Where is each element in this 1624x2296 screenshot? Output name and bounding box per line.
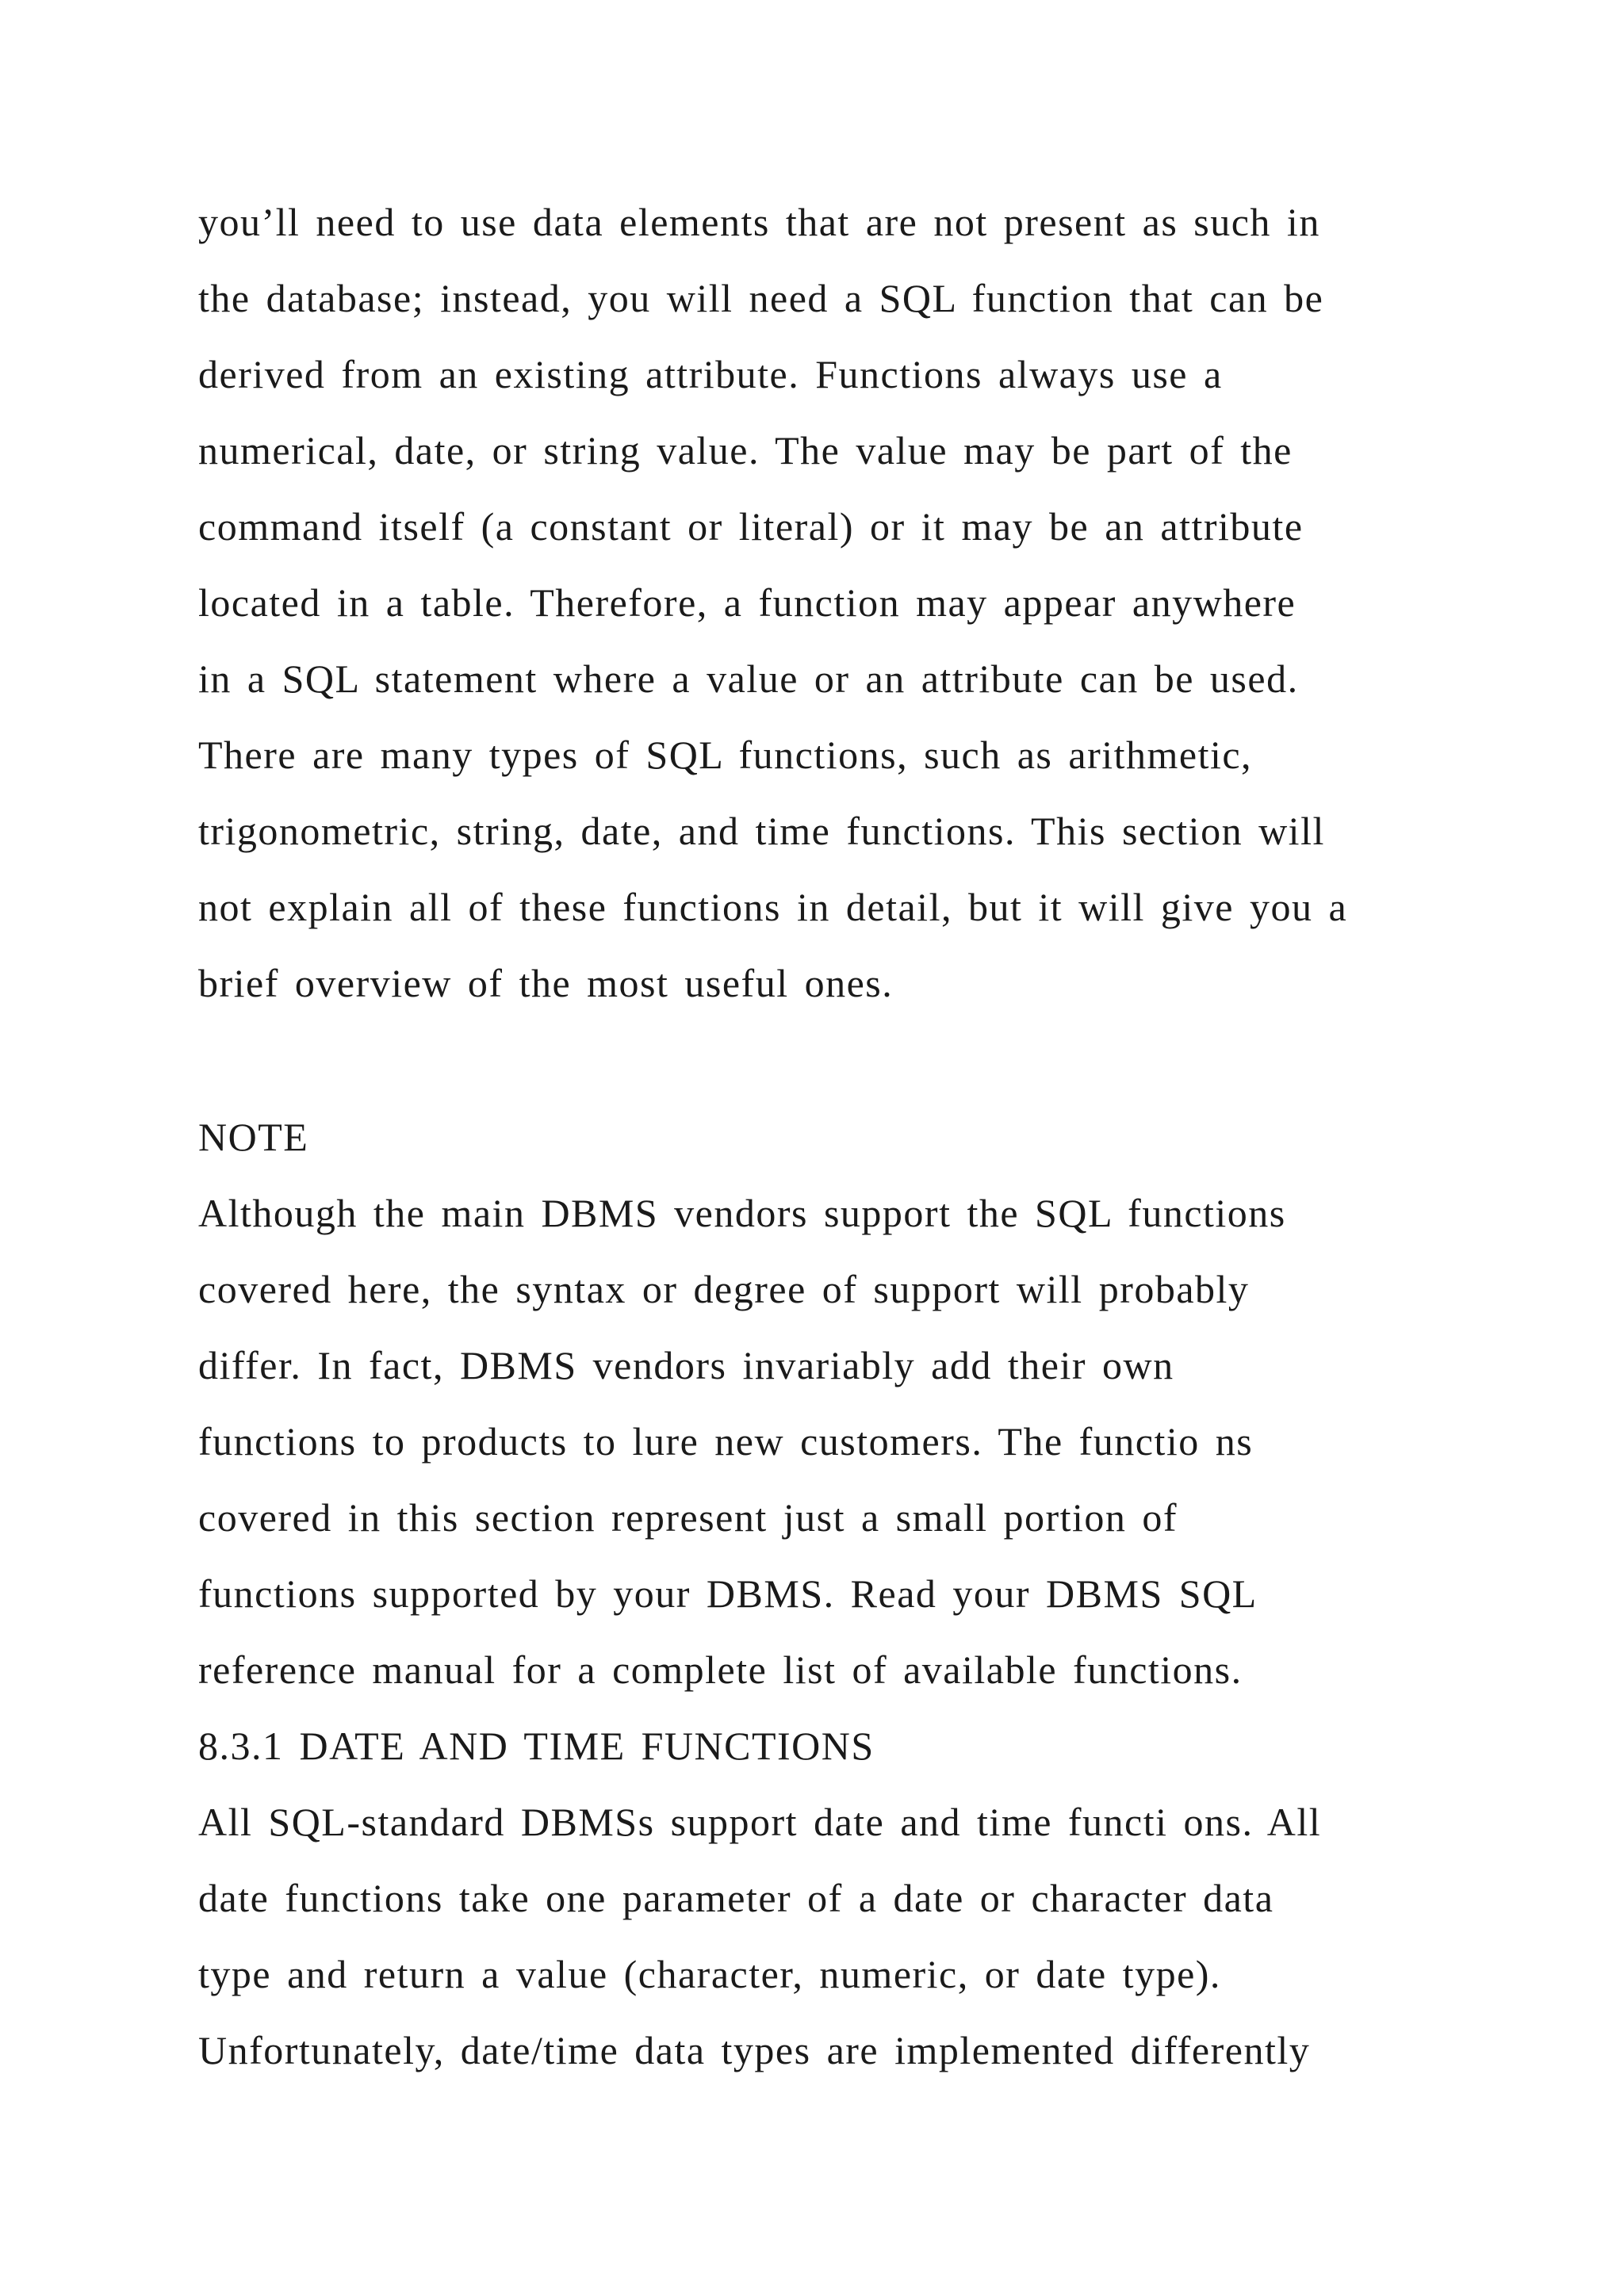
- paragraph-line: There are many types of SQL functions, such as arithmetic,: [198, 733, 1253, 777]
- paragraph-line: you’ll need to use data elements that are not present as such in: [198, 200, 1320, 244]
- section-line: date functions take one parameter of a date or character data: [198, 1876, 1274, 1920]
- paragraph-line: in a SQL statement where a value or an attribute can be used.: [198, 656, 1299, 701]
- section-line: All SQL-standard DBMSs support date and time functi ons. All: [198, 1800, 1322, 1844]
- paragraph-line: derived from an existing attribute. Functions always use a: [198, 352, 1223, 396]
- note-line: functions supported by your DBMS. Read your DBMS SQL: [198, 1571, 1258, 1616]
- note-line: differ. In fact, DBMS vendors invariably add their own: [198, 1343, 1174, 1387]
- paragraph-line: numerical, date, or string value. The value may be part of the: [198, 428, 1293, 473]
- note-line: Although the main DBMS vendors support the SQL functions: [198, 1191, 1286, 1235]
- section-line: type and return a value (character, numeric, or date type).: [198, 1952, 1221, 1996]
- paragraph-line: the database; instead, you will need a SQL function that can be: [198, 276, 1324, 320]
- note-line: functions to products to lure new customers. The functio ns: [198, 1419, 1254, 1464]
- section-line: Unfortunately, date/time data types are implemented differently: [198, 2028, 1311, 2072]
- paragraph-line: trigonometric, string, date, and time functions. This section will: [198, 809, 1325, 853]
- document-page: [198, 0, 1435, 2296]
- paragraph-line: located in a table. Therefore, a function may appear anywhere: [198, 580, 1297, 625]
- note-line: covered here, the syntax or degree of support will probably: [198, 1267, 1250, 1311]
- note-line: reference manual for a complete list of available functions.: [198, 1647, 1243, 1692]
- paragraph-line: not explain all of these functions in detail, but it will give you a: [198, 885, 1348, 929]
- section-heading: 8.3.1 DATE AND TIME FUNCTIONS: [198, 1724, 875, 1768]
- paragraph-line: command itself (a constant or literal) or it may be an attribute: [198, 504, 1304, 549]
- note-line: covered in this section represent just a small portion of: [198, 1495, 1178, 1540]
- note-label: NOTE: [198, 1115, 309, 1159]
- paragraph-line: brief overview of the most useful ones.: [198, 961, 894, 1005]
